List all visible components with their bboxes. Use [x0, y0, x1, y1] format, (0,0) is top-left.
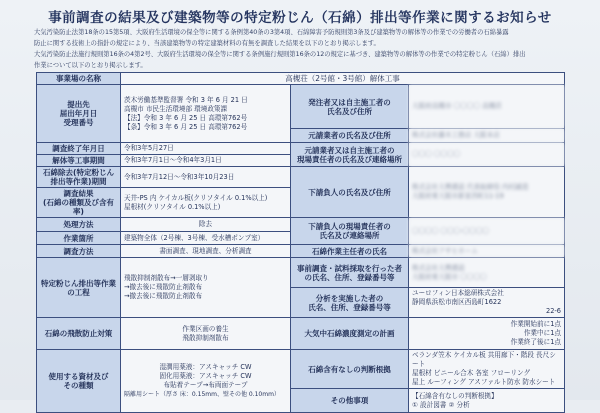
contractor-value: 株式会社藤木工務店 大阪本店 [409, 129, 565, 143]
orderer-label: 発注者又は自主施工者の 氏名及び住所 [291, 85, 409, 129]
basis-line-3: 屋上 ルーフィング アスファルト防水 防水シート [412, 378, 556, 386]
table-row [37, 73, 565, 85]
asbestos-period-label: 石綿除去(特定粉じん 排出等作業)期間 [37, 167, 121, 188]
sub-name-line-2: 大阪府東大阪市新家西町11-19 [412, 192, 504, 200]
other-line-1: 【石綿含有なしの判断根拠】 [412, 391, 498, 400]
investigator-value [409, 258, 565, 288]
analyst-line-3: 22-6 [546, 307, 561, 315]
other-line-2: ① 設計図書 ② 分析 [412, 400, 470, 409]
asbestos-period-value: 令和3年7月12日～令和3年10月23日 [121, 167, 291, 188]
submit-label-3: 受理番号 [63, 118, 94, 127]
survey-date-value: 令和3年5月27日 [121, 143, 291, 155]
chief-value: 株式会社アサヒホーム [409, 245, 565, 258]
notice-title: 事前調査の結果及び建築物等の特定粉じん（石綿）排出等作業に関するお知らせ [48, 10, 552, 26]
intro-line-2: 防止に関する技術上の指針の規定により、当該建築物等の特定建築材料の有無を調査した結果を以下のとおり掲示します。 [34, 40, 380, 47]
table-row [37, 167, 565, 188]
submit-label-1: 提出先 [67, 100, 90, 109]
submit-label [37, 85, 121, 143]
survey-date-label: 調査終了年月日 [37, 143, 121, 155]
sub-manager-value: 〇〇〇〇 〇〇〇-〇〇〇〇 [409, 218, 565, 245]
investigator-line-1: 株式会社大興建設 [412, 263, 465, 272]
table-row [37, 350, 565, 389]
table-row [37, 258, 565, 288]
prevention-line-2: 飛散抑制剤散布 [182, 333, 229, 342]
table-row [37, 218, 565, 232]
intro-text [34, 27, 594, 71]
materials-label: 使用する資材及び その種類 [37, 350, 121, 413]
measure-line-2: 作業中に1点 [523, 329, 561, 337]
method2-value: 書面調査、現地調査、分析調査 [121, 245, 291, 258]
chief-label: 石綿作業主任者の氏名 [291, 245, 409, 258]
measure-line-3: 作業終了後に1点 [510, 338, 561, 346]
measure-label: 大気中石綿濃度測定の計画 [291, 318, 409, 350]
method2-label: 調査方法 [37, 245, 121, 258]
process-line-1: 飛散抑制剤散布→一層剥取り [124, 274, 209, 282]
submit-line-3: 【法】令和 3 年 6 月 25 日 高環第762号 [124, 113, 248, 122]
area-value: 建築物全体（2号棟、3号棟、受水槽ポンプ室） [121, 232, 291, 245]
materials-line-1: 湿潤用薬液：アスキャッチ CW [159, 363, 252, 371]
site-manager-label: 元請業者又は自主施工者の 現場責任者の氏名及び連絡場所 [291, 143, 409, 167]
intro-line-3: 大気汚染防止法施行規則第16条の4第2号、大阪府生活環境の保全等に関する条例施行規則第16条の12の規定に基づき、建築物等の解体等の作業での特定粉じん（石綿）排出 [34, 51, 526, 58]
materials-line-2: 固化用薬液：アスキャッチ CW [159, 372, 252, 380]
process-line-2: →撤去後に飛散防止剤散布 [124, 283, 203, 291]
analyst-line-2: 静岡県浜松市南区西島町1622 [412, 298, 502, 306]
area-label: 作業箇所 [37, 232, 121, 245]
sub-manager-label: 下請負人の現場責任者の 氏名及び連絡場所 [291, 218, 409, 245]
method-label: 処理方法 [37, 218, 121, 232]
notice-table [36, 72, 565, 413]
measure-value [409, 318, 565, 350]
site-manager-value: 〇〇〇 〇〇〇〇 [409, 143, 565, 167]
project-label: 事業場の名称 [37, 73, 121, 85]
prevention-line-1: 作業区画の養生 [182, 324, 229, 333]
submit-line-4: 【条】令和 3 年 6 月 25 日 高環第762号 [124, 122, 248, 131]
sub-name-value [409, 167, 565, 218]
investigator-line-2: 大阪府東大阪市 〇〇〇〇 [412, 272, 487, 281]
table-row [37, 318, 565, 350]
materials-line-4: 隔離用シート（厚さ 床：0.15mm、壁その他 0.10mm） [124, 391, 280, 398]
result-line-1: 天井-PS 内 ケイカル板(クリソタイル 0.1%以上) [124, 193, 268, 202]
basis-line-2: 屋根材 ビニール合木 各室 フローリング [412, 369, 531, 377]
analyst-line-1: ユーロフィン日本総研株式会社 [412, 289, 504, 297]
process-label: 特定粉じん排出等作業 の工程 [37, 258, 121, 318]
materials-line-3: 布貼着テープ→布両面テープ [163, 381, 248, 389]
analyst-value [409, 288, 565, 318]
submit-value [121, 85, 291, 143]
result-line-2: 屋根材(クリソタイル 0.1%以上) [124, 202, 221, 211]
intro-line-4: 作業について以下のとおり掲示します。 [34, 62, 147, 69]
work-period-label: 解体等工事期間 [37, 155, 121, 167]
intro-line-1: 大気汚染防止法第18条の15第5項、大阪府生活環境の保全等に関する条例第40条の3第4項、石綿障害予防規則第3条及び建築物等の解体等の作業での労働者の石綿暴露 [34, 29, 509, 36]
investigator-label: 事前調査・試料採取を行った者 の氏名、住所、登録番号等 [291, 258, 409, 288]
submit-label-2: 届出年月日 [59, 109, 98, 118]
materials-value [121, 350, 291, 413]
other-value [409, 389, 565, 413]
measure-line-1: 作業開始前に1点 [510, 320, 561, 328]
prevention-value [121, 318, 291, 350]
table-row [37, 85, 565, 129]
table-row [37, 245, 565, 258]
project-value: 高槻荘（2号館・3号館）解体工事 [121, 73, 565, 85]
prevention-label: 石綿の飛散防止対策 [37, 318, 121, 350]
contractor-label: 元請業者の氏名及び住所 [291, 129, 409, 143]
basis-label: 石綿含有なしの判断根拠 [291, 350, 409, 389]
other-label: その他事項 [291, 389, 409, 413]
table-row [37, 143, 565, 155]
submit-line-1: 茨木労働基準監督署 令和 3 年 6 月 21 日 [124, 95, 248, 104]
basis-value [409, 350, 565, 389]
basis-line-1: ベランダ笠木 ケイカル板 共用廊下・階段 長尺シート [412, 351, 556, 368]
result-value [121, 188, 291, 218]
orderer-value: 大阪府高槻市 〇〇〇〇 高槻荘 [409, 85, 565, 129]
sub-name-line-1: 株式会社大興建設 代表取締役 内村誠造 [412, 183, 529, 191]
submit-line-2: 高槻市 市民生活環境部 環境政策課 [124, 104, 228, 113]
sub-name-label: 下請負人の氏名及び住所 [291, 167, 409, 218]
work-period-value: 令和3年7月1日～令和4年3月1日 [121, 155, 291, 167]
method-value: 除去 [121, 218, 291, 232]
analyst-label: 分析を実施した者の 氏名、住所、登録番号等 [291, 288, 409, 318]
process-line-3: →撤去後に飛散防止剤散布 [124, 292, 203, 300]
process-value [121, 258, 291, 318]
result-label: 調査結果 (石綿の種類及び含有率) [37, 188, 121, 218]
